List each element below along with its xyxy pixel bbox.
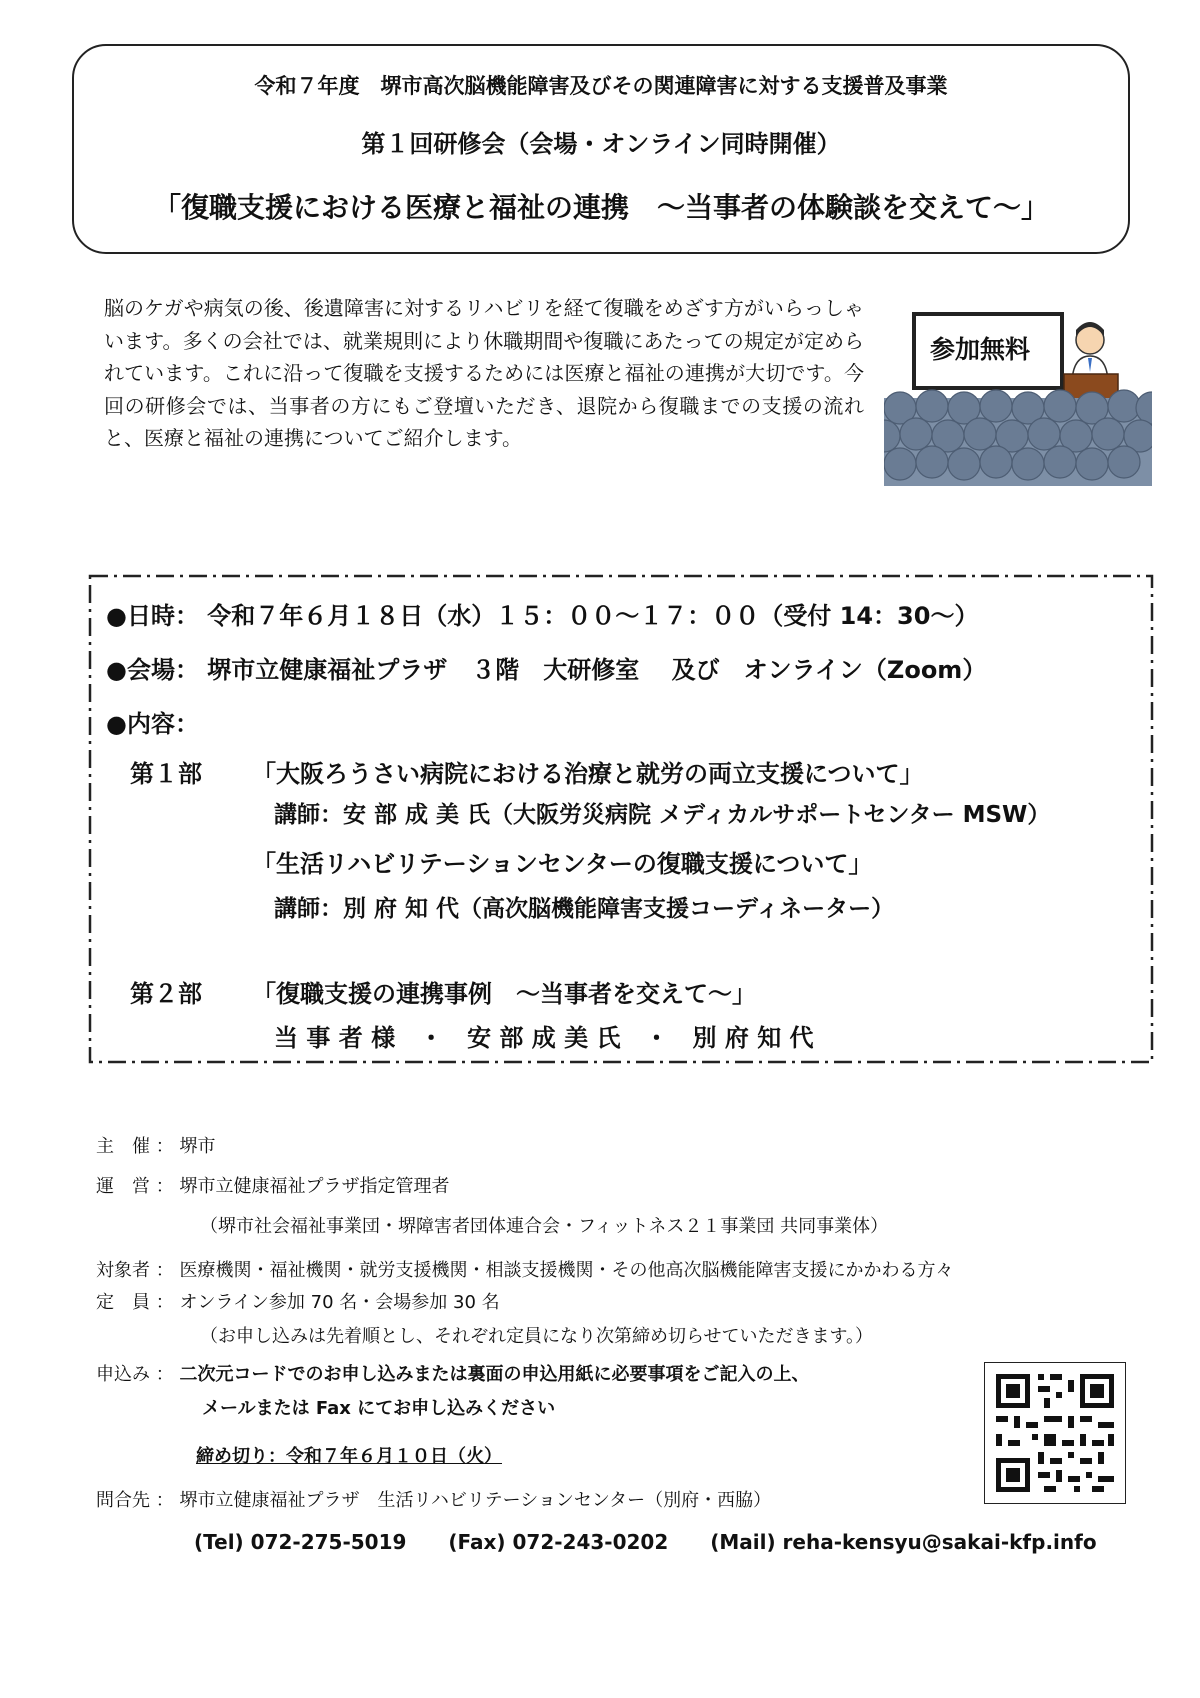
host-row [96,1132,215,1158]
operator-note: （堺市社会福祉事業団・堺障害者団体連合会・フィットネス２１事業団 共同事業体） [200,1216,889,1237]
part2-title: 「復職支援の連携事例 ～当事者を交えて～」 [252,980,756,1008]
part1-talk1-speaker: 講師：安 部 成 美 氏（大阪労災病院 メディカルサポートセンター MSW） [274,802,1051,828]
details-box [88,574,1154,1064]
event-date: ●日時： 令和７年６月１８日（水）１５：００～１７：００（受付 14：30～） [106,602,979,630]
host-value: 堺市 [179,1136,216,1157]
deadline: 締め切り：令和７年６月１０日（火） [196,1446,502,1467]
capacity-label: 定 員 ： [96,1292,174,1313]
header-title: 「復職支援における医療と福祉の連携 ～当事者の体験談を交えて～」 [152,191,1049,224]
header-line1: 令和７年度 堺市高次脳機能障害及びその関連障害に対する支援普及事業 [254,74,948,98]
audience-heads [884,390,1152,480]
part2-label: 第２部 [130,980,202,1008]
operator-value: 堺市立健康福祉プラザ指定管理者 [179,1176,450,1197]
contact-value: 堺市立健康福祉プラザ 生活リハビリテーションセンター（別府・西脇） [179,1490,772,1511]
apply-row [96,1360,809,1386]
apply-label: 申込み ： [96,1364,174,1385]
part1-talk1-title: 「大阪ろうさい病院における治療と就労の両立支援について」 [252,760,924,788]
contact-numbers [194,1530,1097,1554]
header-line2: 第１回研修会（会場・オンライン同時開催） [361,130,841,158]
operator-row [96,1172,449,1198]
contact-mail[interactable]: (Mail) reha-kensyu@sakai-kfp.info [710,1530,1097,1554]
free-badge: 参加無料 [930,335,1031,364]
title-box [72,44,1130,254]
capacity-note: （お申し込みは先着順とし、それぞれ定員になり次第締め切らせていただきます。） [200,1326,874,1347]
capacity-value: オンライン参加 70 名・会場参加 30 名 [179,1292,500,1313]
operator-label: 運 営 ： [96,1176,174,1197]
target-value: 医療機関・福祉機関・就労支援機関・相談支援機関・その他高次脳機能障害支援にかかわる方々 [179,1260,954,1281]
capacity-row [96,1288,500,1314]
part1-talk2-title: 「生活リハビリテーションセンターの復職支援について」 [252,850,873,878]
part1-talk2-speaker: 講師：別 府 知 代（高次脳機能障害支援コーディネーター） [274,896,895,922]
host-label: 主 催 ： [96,1136,174,1157]
event-venue: ●会場： 堺市立健康福祉プラザ ３階 大研修室 及び オンライン（Zoom） [106,656,987,684]
part2-speakers: 当 事 者 様 ・ 安 部 成 美 氏 ・ 別 府 知 代 [274,1024,814,1052]
contact-tel: (Tel) 072-275-5019 [194,1530,407,1554]
contact-row [96,1486,771,1512]
apply-line1: 二次元コードでのお申し込みまたは裏面の申込用紙に必要事項をご記入の上、 [179,1364,810,1385]
apply-line2: メールまたは Fax にてお申し込みください [202,1398,556,1419]
target-row [96,1256,953,1282]
intro-paragraph: 脳のケガや病気の後、後遺障害に対するリハビリを経て復職をめざす方がいらっしゃいます。多くの会社では、就業規則により休職期間や復職にあたっての規定が定められています。これに沿って復職を支援するためには医療と福祉の連携が大切です。今回の研修会では、当事者の方にもご登壇いただき、退院から復職までの支援の流れと、医療と福祉の連携についてご紹介します。 [104,296,864,450]
part1-label: 第１部 [130,760,202,788]
qr-code[interactable] [984,1362,1126,1504]
target-label: 対象者 ： [96,1260,174,1281]
contact-fax: (Fax) 072-243-0202 [448,1530,669,1554]
contact-label: 問合先 ： [96,1490,174,1511]
content-label: ●内容： [106,710,199,738]
